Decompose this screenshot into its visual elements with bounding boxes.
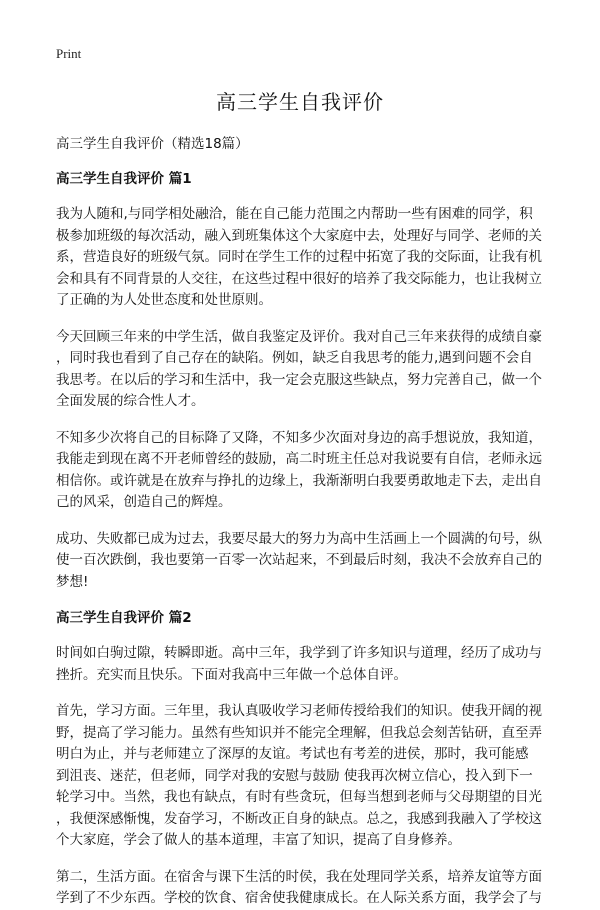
text-line: 会和具有不同背景的人交往，在这些过程中很好的培养了我交际能力，也让我树立 <box>56 270 542 287</box>
text-line: 己的风采，创造自己的辉煌。 <box>56 494 232 510</box>
text-line: 到沮丧、迷茫，但老师，同学对我的安慰与鼓励 使我再次树立信心，投入到下一 <box>56 767 533 784</box>
text-line: 野，提高了学习能力。虽然有些知识并不能完全理解，但我总会刻苦钻研，直至弄 <box>56 724 542 741</box>
text-line: 轮学习中。当然，我也有缺点，有时有些贪玩，但每当想到老师与父母期望的目光 <box>56 789 542 805</box>
text-line: 个大家庭，学会了做人的基本道理，丰富了知识，提高了自身修养。 <box>56 832 461 848</box>
document-subtitle: 高三学生自我评价（精选18篇） <box>56 136 249 152</box>
text-line: 全面发展的综合性人才。 <box>56 393 205 409</box>
text-line: 挫折。充实而且快乐。下面对我高中三年做一个总体自评。 <box>56 666 407 683</box>
text-line: 梦想! <box>56 573 89 590</box>
text-line: 相信你。或许就是在放弃与挣扎的边缘上，我渐渐明白我要勇敢地走下去，走出自 <box>56 472 542 489</box>
paragraph <box>56 867 544 910</box>
text-line: ，我便深感惭愧，发奋学习，不断改正自身的缺点。总之，我感到我融入了学校这 <box>56 810 542 827</box>
text-line: 极参加班级的每次活动，融入到班集体这个大家庭中去，处理好与同学、老师的关 <box>56 227 542 244</box>
text-line: 学到了不少东西。学校的饮食、宿舍使我健康成长。在人际关系方面，我学会了与 <box>56 890 542 906</box>
text-line: 时间如白驹过隙，转瞬即逝。高中三年，我学到了许多知识与道理，经历了成功与 <box>56 645 542 661</box>
text-line: 系，营造良好的班级气氛。同时在学生工作的过程中拓宽了我的交际面，让我有机 <box>56 249 542 265</box>
paragraph <box>56 643 544 686</box>
document-title: 高三学生自我评价 <box>216 90 384 114</box>
text-line: 不知多少次将自己的目标降了又降，不知多少次面对身边的高手想说放，我知道， <box>56 429 542 446</box>
print-link[interactable]: Print <box>56 46 82 61</box>
text-line: 我能走到现在离不开老师曾经的鼓励，高二时班主任总对我说要有自信，老师永远 <box>56 451 542 467</box>
paragraph <box>56 204 544 312</box>
text-line: 我思考。在以后的学习和生活中，我一定会克服这些缺点，努力完善自己，做一个 <box>56 371 542 388</box>
text-line: 明白为止，并与老师建立了深厚的友谊。考试也有考差的进侯，那时，我可能感 <box>56 746 529 762</box>
section-heading: 高三学生自我评价 篇1 <box>56 171 192 187</box>
text-line: 使一百次跌倒，我也要第一百零一次站起来，不到最后时刻，我决不会放弃自己的 <box>56 552 542 568</box>
paragraph <box>56 701 544 852</box>
paragraph <box>56 327 544 413</box>
section-heading: 高三学生自我评价 篇2 <box>56 610 192 626</box>
text-line: 成功、失败都已成为过去，我要尽最大的努力为高中生活画上一个圆满的句号，纵 <box>56 530 542 547</box>
text-line: ，同时我也看到了自己存在的缺陷。例如，缺乏自我思考的能力,遇到问题不会自 <box>56 350 533 366</box>
paragraph <box>56 428 544 514</box>
text-line: 今天回顾三年来的中学生活，做自我鉴定及评价。我对自己三年来获得的成绩自豪 <box>56 328 542 345</box>
text-line: 首先，学习方面。三年里，我认真吸收学习老师传授给我们的知识。使我开阔的视 <box>56 703 542 719</box>
text-line: 我为人随和,与同学相处融洽，能在自己能力范围之内帮助一些有困难的同学，积 <box>56 206 533 222</box>
paragraph <box>56 529 544 594</box>
text-line: 第二，生活方面。在宿舍与课下生活的时侯，我在处理同学关系，培养友谊等方面 <box>56 868 542 885</box>
text-line: 了正确的为人处世态度和处世原则。 <box>56 292 272 308</box>
